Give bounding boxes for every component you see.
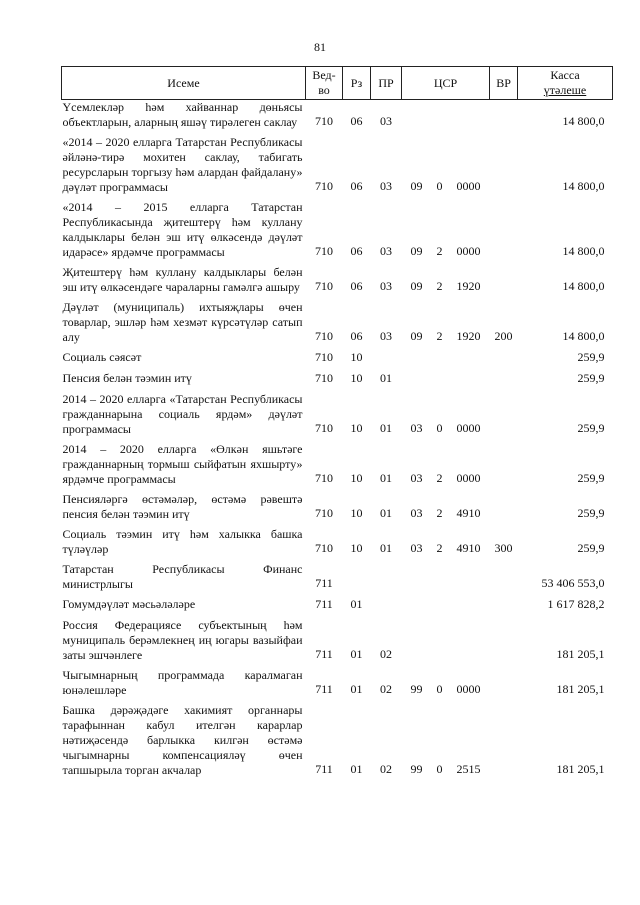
row-vr [490, 350, 518, 371]
row-ved: 710 [315, 279, 333, 293]
row-amount: 259,9 [577, 371, 605, 385]
row-csr-direction: 2515 [456, 762, 481, 776]
row-pr: 03 [380, 329, 392, 343]
row-pr: 01 [380, 471, 392, 485]
row-csr-direction [448, 100, 490, 136]
row-vr [490, 265, 518, 300]
row-csr-program: 99 [410, 682, 423, 696]
row-csr-direction: 0000 [456, 179, 481, 193]
row-amount: 259,9 [577, 471, 605, 485]
row-pr: 02 [380, 682, 392, 696]
row-amount: 259,9 [577, 350, 605, 364]
row-ved: 710 [315, 329, 333, 343]
table-row [62, 527, 613, 562]
row-csr-subprogram: 2 [436, 541, 443, 555]
row-rz: 01 [350, 762, 363, 776]
row-pr: 01 [380, 541, 392, 555]
row-csr-subprogram: 2 [436, 244, 443, 258]
row-rz: 10 [350, 421, 363, 435]
row-amount: 1 617 828,2 [547, 597, 605, 611]
row-pr: 01 [380, 421, 392, 435]
row-csr-program: 09 [410, 244, 423, 258]
table-row [62, 562, 613, 597]
row-name: Дәүләт (муниципаль) ихтыяҗлары өчен товарлар, эшләр һәм хезмәт күрсәтүләр сатып алу [62, 300, 303, 344]
row-name: Пенсияләргә өстәмәләр, өстәмә рәвештә пенсия белән тәэмин итү [62, 492, 303, 521]
row-rz [343, 562, 371, 597]
row-ved: 711 [315, 597, 333, 611]
row-csr-subprogram [432, 100, 448, 136]
row-ved: 711 [315, 647, 333, 661]
row-vr [490, 703, 518, 783]
row-csr-program: 09 [410, 279, 423, 293]
row-vr: 200 [494, 329, 513, 343]
row-csr-subprogram [432, 562, 448, 597]
header-ved: Вед-во [306, 67, 343, 100]
row-csr-program: 09 [410, 179, 423, 193]
table-header-row [62, 67, 613, 100]
row-pr [371, 562, 402, 597]
row-pr: 03 [380, 244, 392, 258]
row-pr: 01 [380, 371, 392, 385]
header-kassa [518, 67, 613, 100]
row-amount: 14 800,0 [562, 179, 605, 193]
row-rz: 01 [350, 647, 363, 661]
row-csr-program: 03 [410, 506, 423, 520]
row-csr-subprogram: 2 [436, 279, 443, 293]
row-pr: 03 [380, 179, 392, 193]
row-csr-subprogram: 2 [436, 471, 443, 485]
row-name: Пенсия белән тәэмин итү [62, 371, 192, 385]
row-pr: 03 [380, 279, 392, 293]
row-pr: 01 [380, 506, 392, 520]
row-ved: 710 [315, 114, 333, 128]
row-ved: 710 [315, 244, 333, 258]
table-row [62, 492, 613, 527]
row-ved: 710 [315, 471, 333, 485]
row-vr [490, 371, 518, 392]
row-name: Чыгымнарның программада каралмаган юнәлешләре [62, 668, 303, 697]
row-vr [490, 562, 518, 597]
row-csr-direction: 0000 [456, 244, 481, 258]
row-vr [490, 618, 518, 668]
row-name: «2014 – 2020 елларга Татарстан Республикасы әйләнә-тирә мохитен саклау, табигать ресурсларын торгызу һәм алардан файдалану» дәүләт программасы [62, 135, 303, 194]
row-rz: 10 [350, 350, 363, 364]
table-row [62, 265, 613, 300]
row-rz: 01 [350, 597, 363, 611]
row-name: «2014 – 2015 елларга Татарстан Республикасында җитештерү һәм куллану калдыклары белән эш итү өлкәсендә дәүләт идарәсе» ярдәмче программасы [62, 200, 303, 259]
row-amount: 259,9 [577, 506, 605, 520]
row-vr [490, 135, 518, 200]
page-number: 81 [314, 40, 326, 54]
row-name: Башка дәрәҗәдәге хакимият органнары тарафыннан кабул ителгән карарлар нәтиҗәсендә барлыкка килгән өстәмә чыгымнарны компенсацияләү өчен тапшырыла торган акчалар [62, 703, 303, 777]
row-csr-program [402, 100, 432, 136]
table-row [62, 200, 613, 265]
row-ved: 710 [315, 541, 333, 555]
row-amount: 14 800,0 [562, 244, 605, 258]
row-rz: 06 [350, 279, 363, 293]
row-ved: 710 [315, 350, 333, 364]
row-pr: 02 [380, 762, 392, 776]
table-row [62, 350, 613, 371]
row-amount: 181 205,1 [556, 762, 605, 776]
row-ved: 710 [315, 421, 333, 435]
header-vr: ВР [490, 67, 518, 100]
header-csr: ЦСР [402, 67, 490, 100]
row-csr-direction: 1920 [456, 329, 481, 343]
row-pr: 03 [380, 114, 392, 128]
row-rz: 10 [350, 371, 363, 385]
row-ved: 711 [315, 682, 333, 696]
row-csr-subprogram [432, 350, 448, 371]
row-csr-direction [448, 371, 490, 392]
row-csr-program [402, 597, 432, 618]
table-row [62, 597, 613, 618]
row-amount: 259,9 [577, 541, 605, 555]
table-row [62, 135, 613, 200]
table-row [62, 668, 613, 703]
table-row [62, 300, 613, 350]
row-ved: 711 [315, 762, 333, 776]
row-ved: 710 [315, 371, 333, 385]
row-ved: 710 [315, 179, 333, 193]
row-csr-subprogram: 0 [436, 682, 443, 696]
row-amount: 53 406 553,0 [541, 576, 605, 590]
row-csr-direction [448, 350, 490, 371]
row-csr-direction [448, 597, 490, 618]
row-csr-direction: 4910 [456, 506, 481, 520]
table-row [62, 618, 613, 668]
row-csr-program: 99 [410, 762, 423, 776]
row-csr-direction: 0000 [456, 421, 481, 435]
row-csr-subprogram [432, 597, 448, 618]
row-rz: 06 [350, 329, 363, 343]
row-ved: 710 [315, 506, 333, 520]
row-name: Гомумдәүләт мәсьәләләре [62, 597, 196, 611]
row-rz: 06 [350, 114, 363, 128]
row-vr [490, 392, 518, 442]
header-name: Исеме [62, 67, 306, 100]
row-rz: 06 [350, 244, 363, 258]
row-csr-subprogram: 0 [436, 179, 443, 193]
row-csr-direction: 0000 [456, 682, 481, 696]
table-row [62, 100, 613, 136]
row-rz: 10 [350, 471, 363, 485]
row-vr [490, 100, 518, 136]
row-csr-subprogram: 2 [436, 506, 443, 520]
row-csr-subprogram [432, 371, 448, 392]
row-name: Җитештерү һәм куллану калдыклары белән эш итү өлкәсендәге чараларны гамәлгә ашыру [62, 265, 303, 294]
row-ved: 711 [315, 576, 333, 590]
row-name: 2014 – 2020 елларга «Өлкән яшьтәге гражданнарның тормыш сыйфатын яхшырту» ярдәмче программасы [62, 442, 303, 486]
row-name: Россия Федерациясе субъектының һәм муниципаль берәмлекнең иң югары вазыйфаи заты эшчәнлеге [62, 618, 303, 662]
row-amount: 259,9 [577, 421, 605, 435]
row-csr-subprogram: 0 [436, 421, 443, 435]
row-csr-program: 03 [410, 541, 423, 555]
header-rz: Рз [343, 67, 371, 100]
row-csr-program: 03 [410, 471, 423, 485]
row-vr [490, 668, 518, 703]
row-csr-program [402, 562, 432, 597]
row-name: Социаль сәясәт [62, 350, 142, 364]
row-pr [371, 350, 402, 371]
header-kassa-line1: Касса [550, 68, 580, 82]
row-vr [490, 492, 518, 527]
row-csr-subprogram: 0 [436, 762, 443, 776]
row-pr [371, 597, 402, 618]
table-row [62, 392, 613, 442]
table-row [62, 442, 613, 492]
row-pr: 02 [380, 647, 392, 661]
row-csr-program: 09 [410, 329, 423, 343]
row-csr-direction: 0000 [456, 471, 481, 485]
row-csr-program [402, 350, 432, 371]
row-name: Үсемлекләр һәм хайваннар дөньясы объектларын, аларның яшәү тирәлеген саклау [62, 100, 303, 129]
row-vr [490, 597, 518, 618]
row-amount: 181 205,1 [556, 647, 605, 661]
row-vr [490, 442, 518, 492]
row-rz: 06 [350, 179, 363, 193]
row-rz: 01 [350, 682, 363, 696]
row-name: Социаль тәэмин итү һәм халыкка башка түләүләр [62, 527, 303, 556]
row-amount: 14 800,0 [562, 114, 605, 128]
row-csr-subprogram: 2 [436, 329, 443, 343]
row-name: 2014 – 2020 елларга «Татарстан Республикасы гражданнарына социаль ярдәм» дәүләт программасы [62, 392, 303, 436]
row-rz: 10 [350, 541, 363, 555]
row-amount: 14 800,0 [562, 279, 605, 293]
table-row [62, 371, 613, 392]
row-name: Татарстан Республикасы Финанс министрлыгы [62, 562, 303, 591]
row-csr-direction: 4910 [456, 541, 481, 555]
budget-table [61, 66, 613, 783]
row-csr-subprogram [432, 618, 448, 668]
row-vr: 300 [494, 541, 513, 555]
row-vr [490, 200, 518, 265]
row-amount: 181 205,1 [556, 682, 605, 696]
header-kassa-line2: үтәлеше [543, 83, 587, 97]
header-pr: ПР [371, 67, 402, 100]
row-csr-program [402, 371, 432, 392]
table-row [62, 703, 613, 783]
row-csr-direction [448, 562, 490, 597]
row-csr-program [402, 618, 432, 668]
row-csr-direction: 1920 [456, 279, 481, 293]
row-csr-direction [448, 618, 490, 668]
row-rz: 10 [350, 506, 363, 520]
row-csr-program: 03 [410, 421, 423, 435]
row-amount: 14 800,0 [562, 329, 605, 343]
